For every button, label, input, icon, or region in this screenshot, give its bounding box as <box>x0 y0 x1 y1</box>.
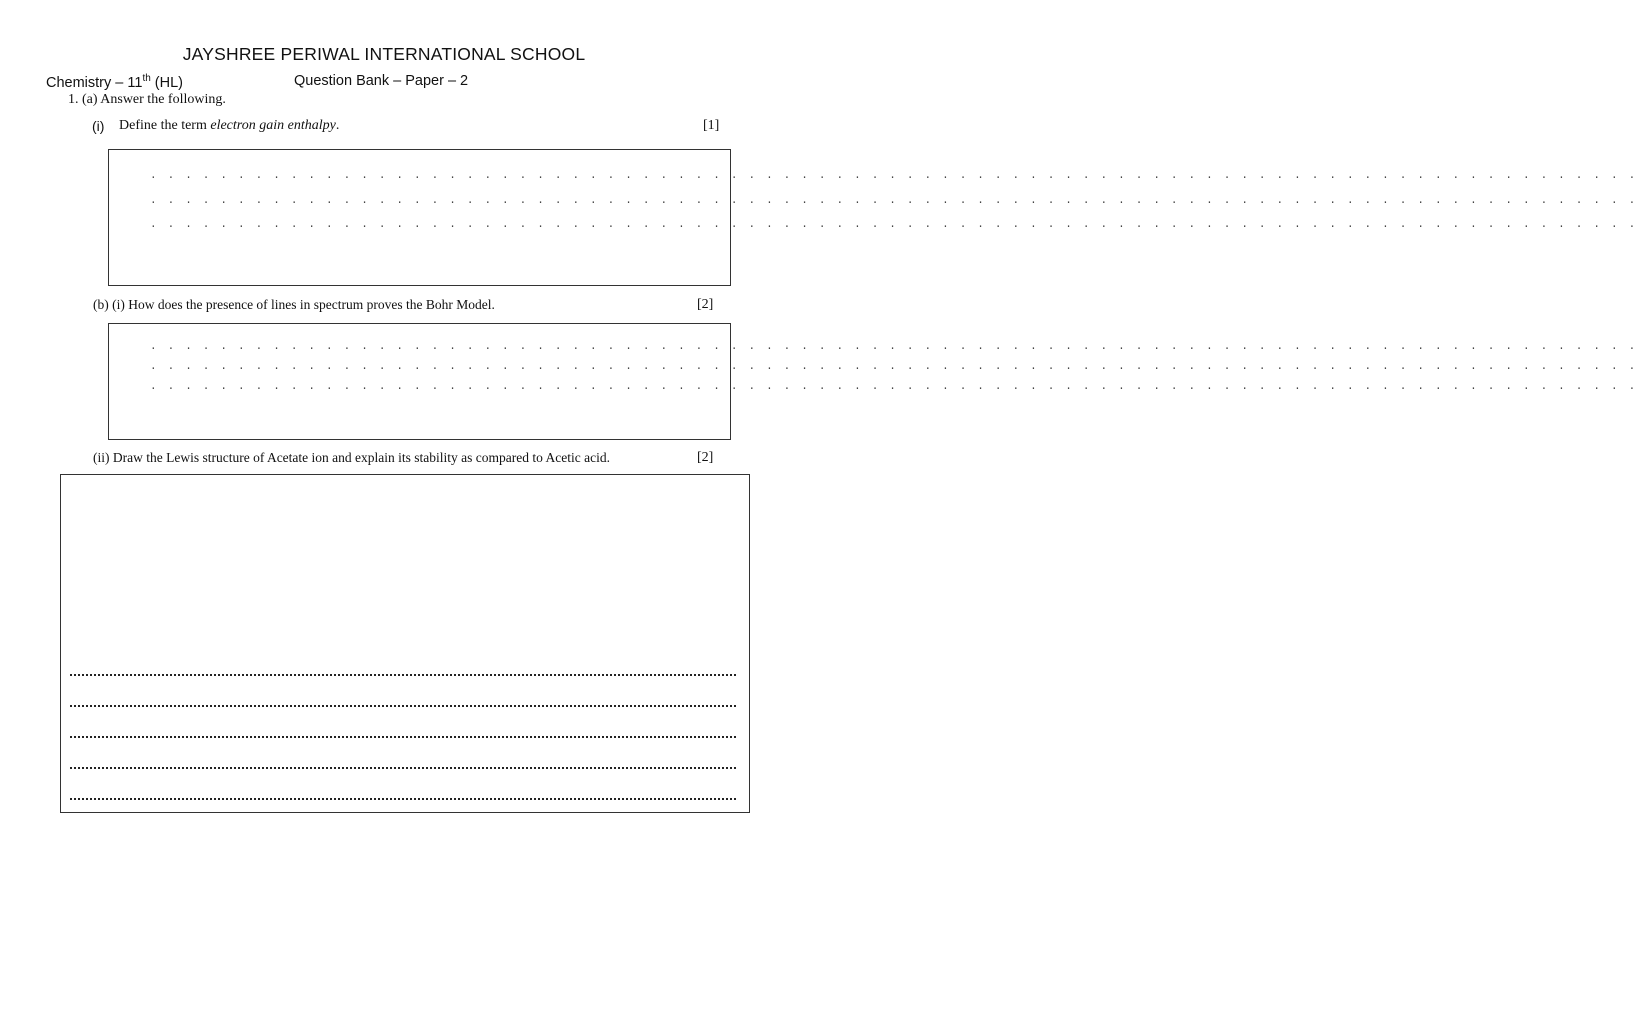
question-1b-i-text: (b) (i) How does the presence of lines in spectrum proves the Bohr Model. <box>93 297 495 312</box>
answer-line: . . . . . . . . . . . . . . . . . . . . . . . . . . . . . . . . . . . . . . . . . . . . . . . . . . . . . . . . . . . . . . . . . . . . . . . . . . . . . . . . . . . . . <box>150 341 1637 353</box>
school-name: JAYSHREE PERIWAL INTERNATIONAL SCHOOL <box>182 44 586 64</box>
paper-title: Question Bank – Paper – 2 <box>294 73 469 89</box>
subject-level: (HL) <box>150 74 184 91</box>
question-1b-ii-text: (ii) Draw the Lewis structure of Acetate ion and explain its stability as compared to Acetic acid. <box>93 450 610 465</box>
question-1b-i-marks: [2] <box>697 297 714 312</box>
answer-box-1b-ii[interactable] <box>60 474 750 813</box>
question-1a-i-text: Define the term electron gain enthalpy. <box>119 118 340 133</box>
question-1a-i-number: (i) <box>92 118 105 134</box>
writing-line <box>70 736 736 738</box>
italic-term: electron gain enthalpy <box>210 118 336 133</box>
question-1a-intro: 1. (a) Answer the following. <box>68 92 226 107</box>
subject-superscript: th <box>142 73 151 84</box>
answer-line: . . . . . . . . . . . . . . . . . . . . . . . . . . . . . . . . . . . . . . . . . . . . . . . . . . . . . . . . . . . . . . . . . . . . . . . . . . . . . . . . . . . . . <box>150 170 1637 182</box>
subject-title <box>46 73 183 91</box>
writing-line <box>70 798 736 800</box>
writing-line <box>70 674 736 676</box>
writing-line <box>70 767 736 769</box>
question-1a-i-marks: [1] <box>703 118 720 133</box>
answer-line: . . . . . . . . . . . . . . . . . . . . . . . . . . . . . . . . . . . . . . . . . . . . . . . . . . . . . . . . . . . . . . . . . . . . . . . . . . . . . . . . . . . . . <box>150 195 1637 207</box>
answer-line: . . . . . . . . . . . . . . . . . . . . . . . . . . . . . . . . . . . . . . . . . . . . . . . . . . . . . . . . . . . . . . . . . . . . . . . . . . . . . . . . . . . . . <box>150 361 1637 373</box>
subject-name: Chemistry – 11 <box>46 74 143 91</box>
answer-line: . . . . . . . . . . . . . . . . . . . . . . . . . . . . . . . . . . . . . . . . . . . . . . . . . . . . . . . . . . . . . . . . . . . . . . . . . . . . . . . . . . . . . <box>150 381 1637 393</box>
answer-line: . . . . . . . . . . . . . . . . . . . . . . . . . . . . . . . . . . . . . . . . . . . . . . . . . . . . . . . . . . . . . . . . . . . . . . . . . . . . . . . . . . . . . <box>150 219 1637 231</box>
question-1b-ii-marks: [2] <box>697 450 714 465</box>
writing-line <box>70 705 736 707</box>
